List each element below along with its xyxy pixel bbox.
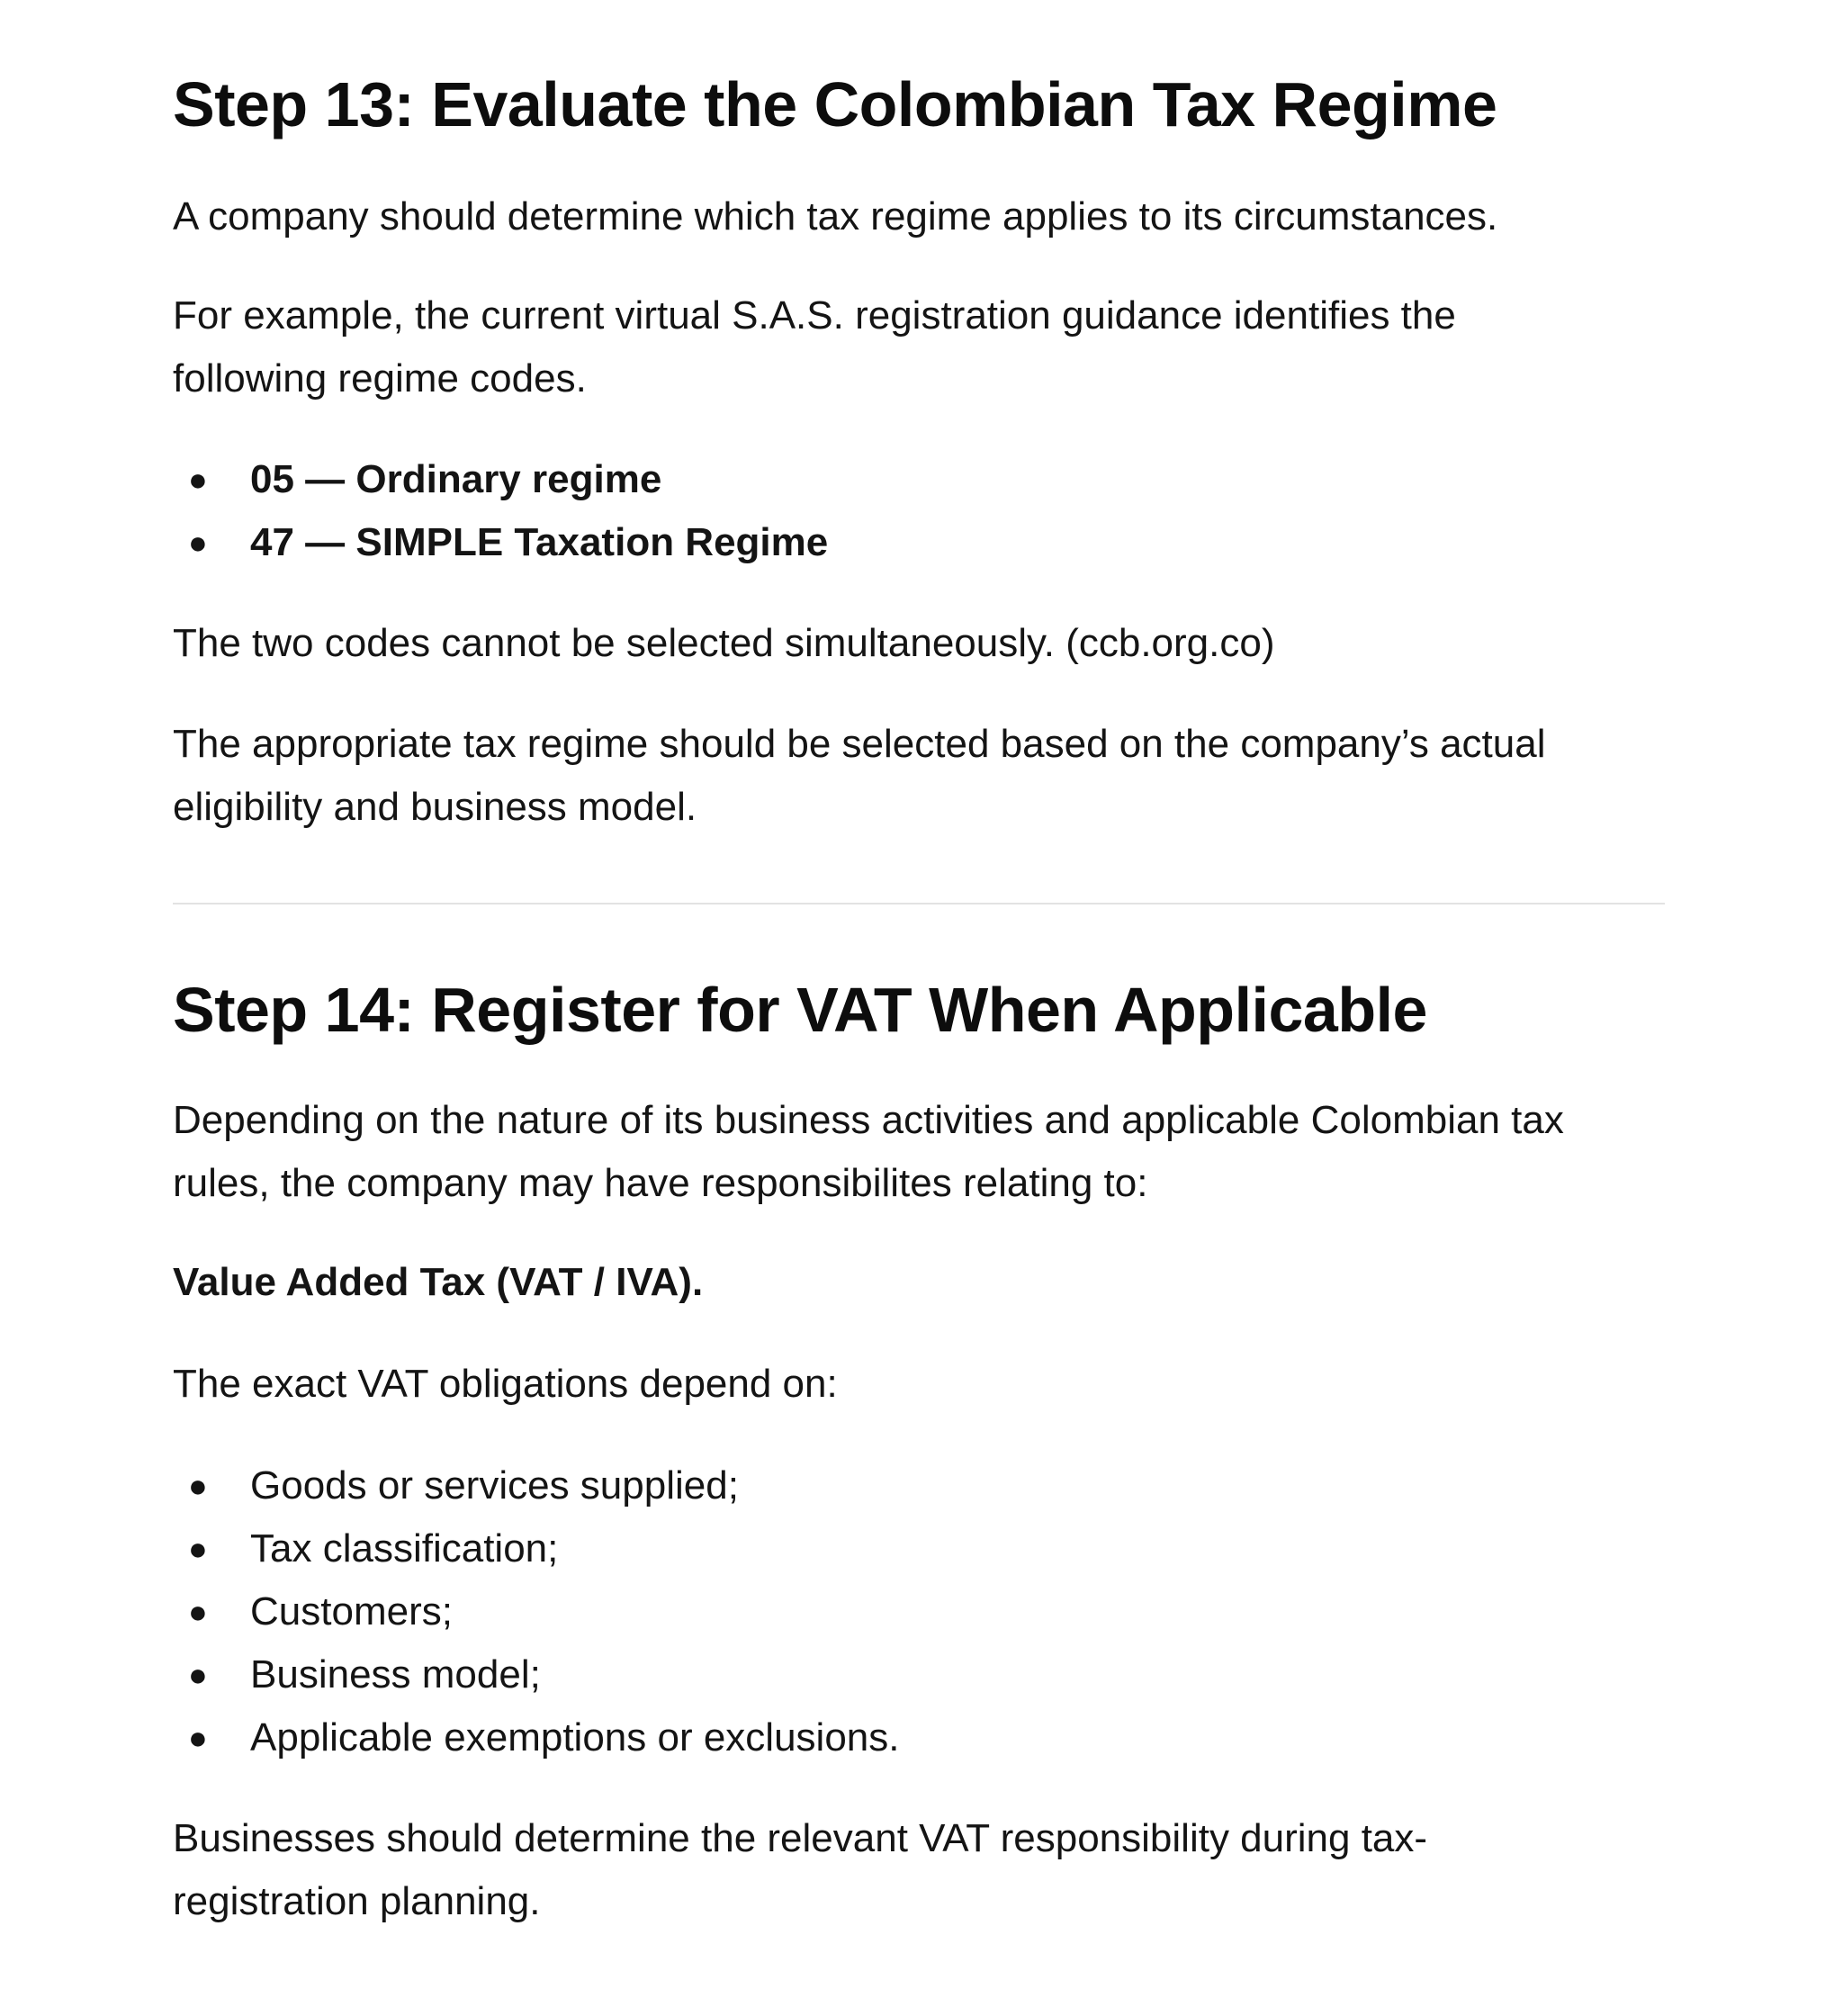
step-14-conclusion: Businesses should determine the relevant VAT responsibility during tax-registration planning. — [173, 1816, 1428, 1923]
step-13-intro: A company should determine which tax regime applies to its circumstances. — [173, 194, 1498, 238]
list-item — [173, 511, 1667, 574]
step-13-note: The two codes cannot be selected simultaneously. (ccb.org.co) — [173, 621, 1275, 665]
factor-label: Applicable exemptions or exclusions. — [250, 1715, 900, 1760]
list-item — [173, 1580, 1667, 1643]
bullet-icon: ● — [188, 1467, 208, 1504]
regime-codes-list — [173, 448, 1667, 574]
step-13-example: For example, the current virtual S.A.S. registration guidance identifies the following regime codes. — [173, 293, 1456, 400]
step-14-heading: Step 14: Register for VAT When Applicable — [173, 975, 1427, 1045]
bullet-icon: ● — [188, 1530, 208, 1567]
list-item — [173, 1517, 1667, 1580]
factor-label: Goods or services supplied; — [250, 1463, 739, 1508]
step-14-obligations-intro: The exact VAT obligations depend on: — [173, 1362, 838, 1406]
step-13-heading: Step 13: Evaluate the Colombian Tax Regime — [173, 69, 1497, 140]
bullet-icon: ● — [188, 1656, 208, 1693]
section-divider — [173, 903, 1665, 904]
bullet-icon: ● — [188, 1593, 208, 1630]
factor-label: Customers; — [250, 1589, 453, 1634]
regime-code-label: 05 — Ordinary regime — [250, 457, 662, 501]
list-item — [173, 1706, 1667, 1769]
bullet-icon: ● — [188, 524, 208, 561]
bullet-icon: ● — [188, 1719, 208, 1756]
list-item — [173, 448, 1667, 511]
vat-label: Value Added Tax (VAT / IVA). — [173, 1260, 704, 1304]
vat-factors-list — [173, 1454, 1667, 1769]
bullet-icon: ● — [188, 461, 208, 498]
step-14-intro: Depending on the nature of its business activities and applicable Colombian tax rules, the company may have responsibilites relating to: — [173, 1098, 1564, 1205]
factor-label: Tax classification; — [250, 1526, 559, 1570]
step-13-guidance: The appropriate tax regime should be selected based on the company’s actual eligibility and business model. — [173, 722, 1546, 829]
factor-label: Business model; — [250, 1652, 541, 1696]
regime-code-label: 47 — SIMPLE Taxation Regime — [250, 520, 829, 564]
list-item — [173, 1454, 1667, 1517]
list-item — [173, 1643, 1667, 1706]
